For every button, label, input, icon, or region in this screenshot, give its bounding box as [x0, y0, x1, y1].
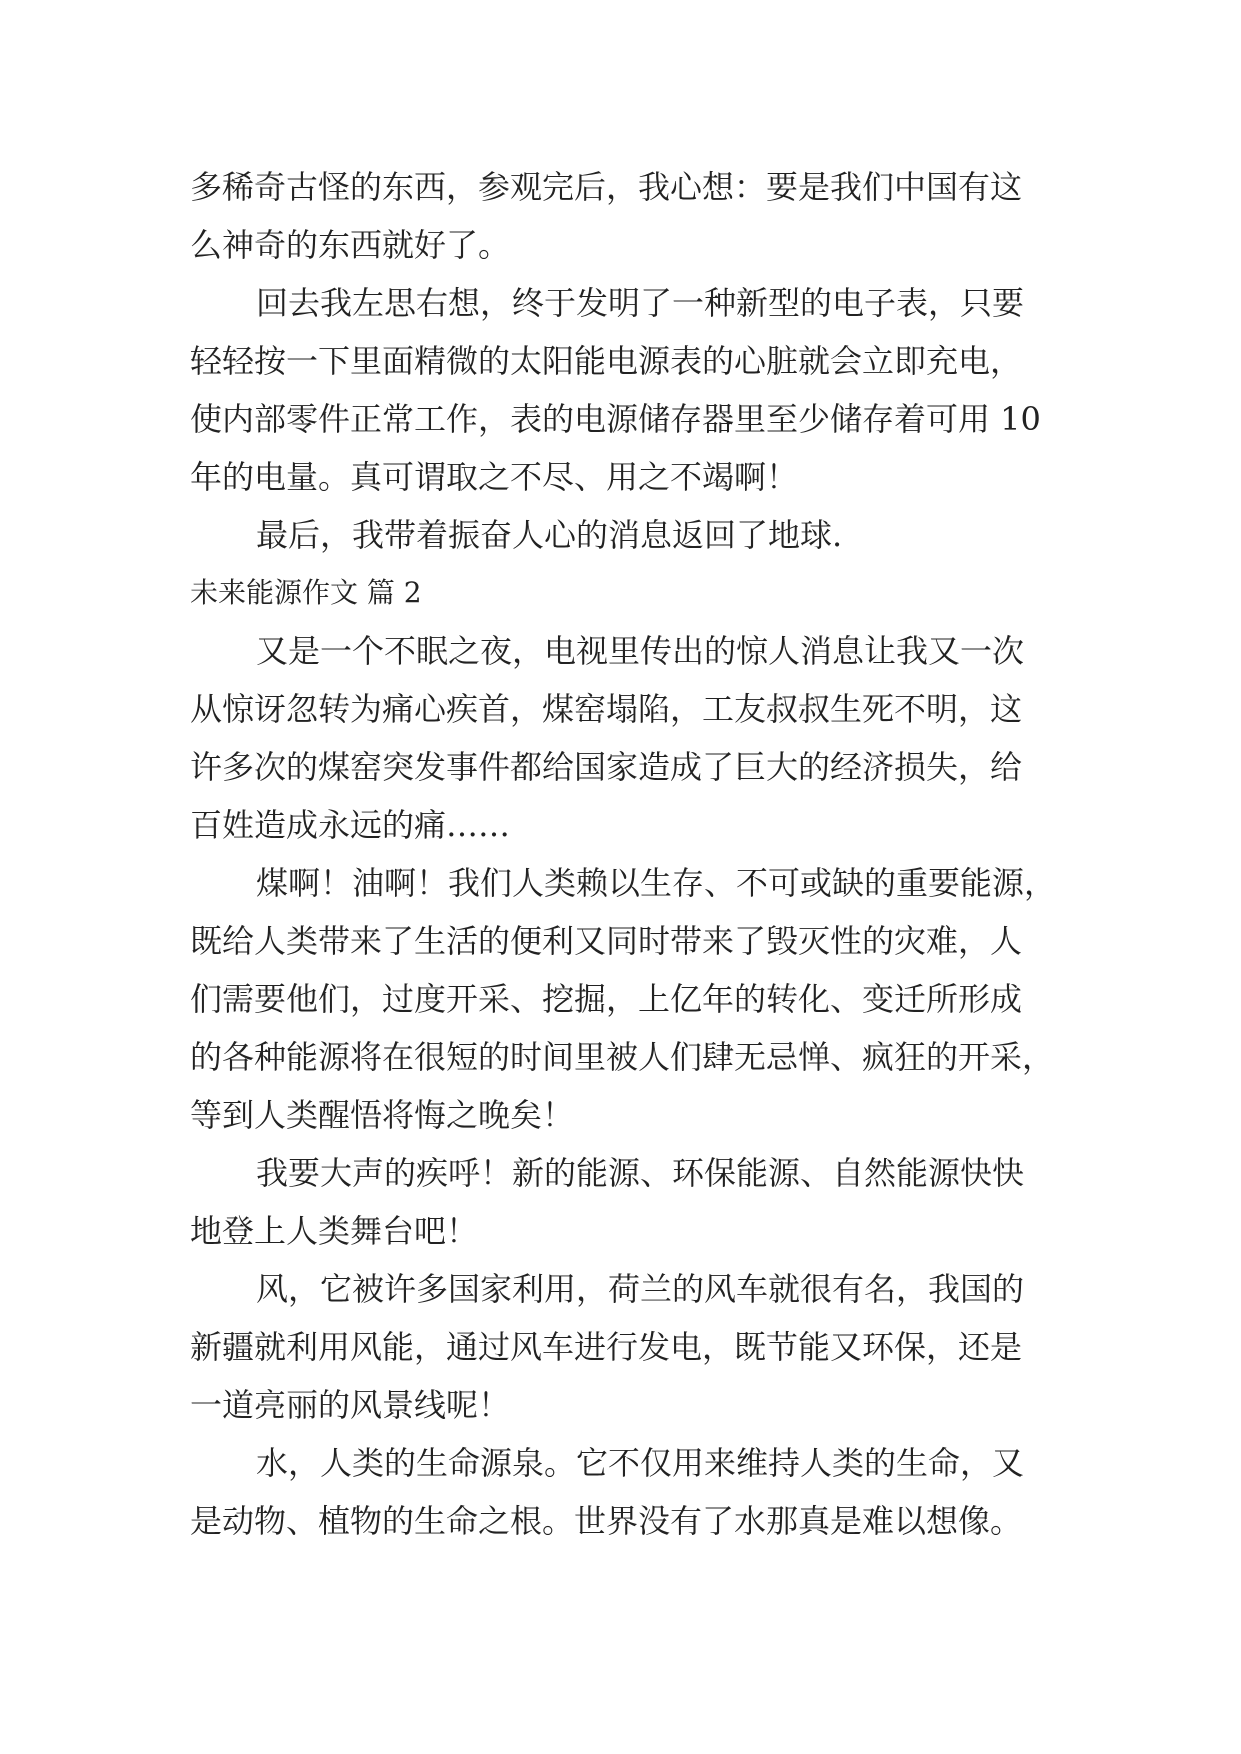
paragraph-1: 多稀奇古怪的东西，参观完后，我心想：要是我们中国有这 么神奇的东西就好了。: [190, 168, 1023, 264]
paragraph-8: 水，人类的生命源泉。它不仅用来维持人类的生命，又 是动物、植物的生命之根。世界没有了水那真是难以想像。: [190, 1444, 1025, 1540]
paragraph-4: 又是一个不眠之夜，电视里传出的惊人消息让我又一次 从惊讶忽转为痛心疾首，煤窑塌陷，工友叔叔生死不明，这 许多次的煤窑突发事件都给国家造成了巨大的经济损失，给 百姓造成永远的痛……: [190, 632, 1025, 844]
paragraph-5: 煤啊！油啊！我们人类赖以生存、不可或缺的重要能源， 既给人类带来了生活的便利又同时带来了毁灭性的灾难，人 们需要他们，过度开采、挖掘，上亿年的转化、变迁所形成 的各种能源将在很短的时间里被人们肆无忌惮、疯狂的开采， 等到人类醒悟将悔之晚矣！: [190, 864, 1057, 1134]
paragraph-2: 回去我左思右想，终于发明了一种新型的电子表，只要 轻轻按一下里面精微的太阳能电源表的心脏就会立即充电， 使内部零件正常工作，表的电源储存器里至少储存着可用 10 年的电量。真可谓取之不尽、用之不竭啊！: [190, 284, 1041, 496]
paragraph-6: 我要大声的疾呼！新的能源、环保能源、自然能源快快 地登上人类舞台吧！: [190, 1154, 1025, 1250]
document-body: [190, 158, 1070, 1550]
paragraph-7: 风，它被许多国家利用，荷兰的风车就很有名，我国的 新疆就利用风能，通过风车进行发电，既节能又环保，还是 一道亮丽的风景线呢！: [190, 1270, 1025, 1424]
paragraph-3: 最后，我带着振奋人心的消息返回了地球.: [256, 516, 843, 554]
section-title: 未来能源作文 篇 2: [190, 576, 422, 609]
